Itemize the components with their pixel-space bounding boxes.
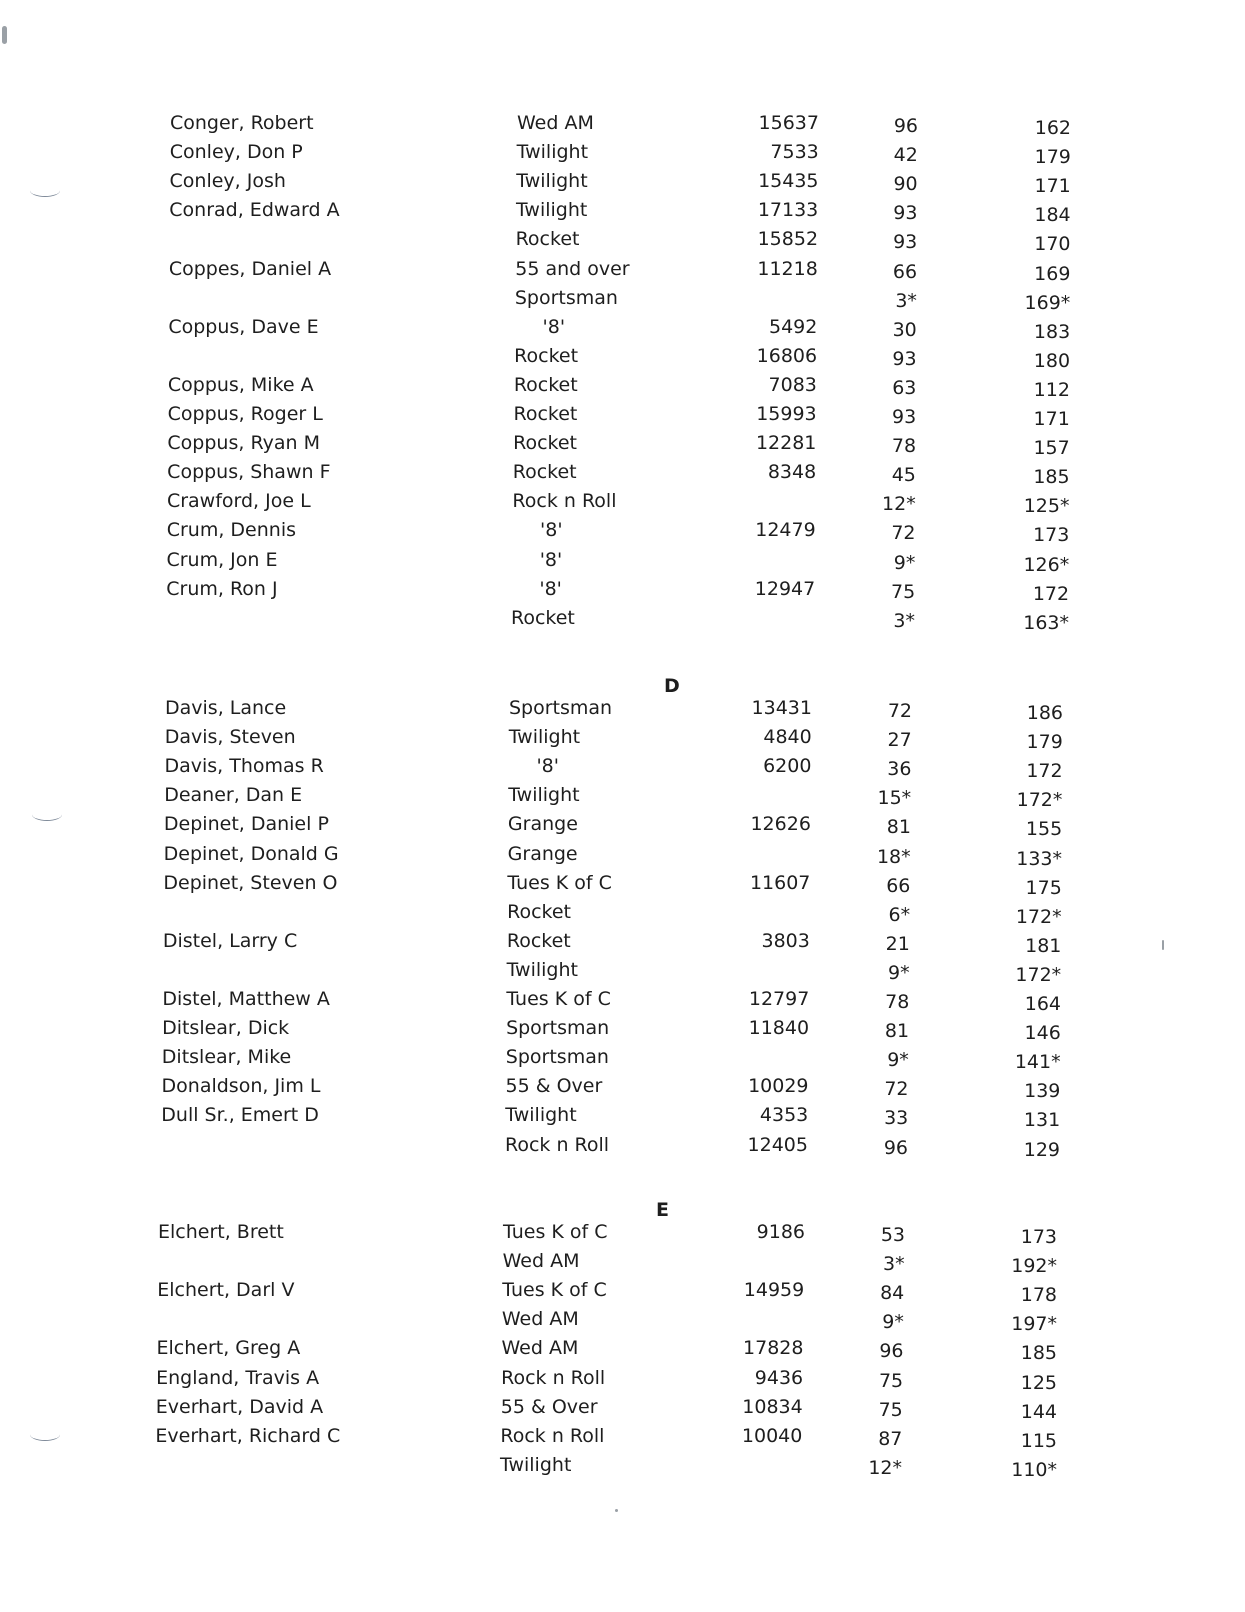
league-name: Tues K of C [506, 988, 611, 1010]
bowler-name: Ditslear, Dick [162, 1017, 290, 1040]
table-row [0, 1363, 1245, 1393]
bowling-average: 171 [1034, 175, 1071, 198]
bowler-name: Coppus, Dave E [168, 315, 319, 338]
total-pins: 4840 [763, 726, 812, 749]
total-pins: 12281 [755, 432, 817, 455]
league-name: Twilight [500, 1453, 572, 1476]
games-bowled: 93 [893, 231, 918, 254]
games-bowled: 30 [892, 318, 917, 341]
games-bowled: 3* [883, 1253, 905, 1276]
games-bowled: 90 [893, 173, 918, 196]
bowler-name: Crawford, Joe L [166, 490, 311, 513]
table-row [0, 1304, 1245, 1334]
total-pins: 7083 [768, 373, 817, 396]
bowling-average: 171 [1033, 408, 1070, 430]
bowling-average: 185 [1020, 1342, 1057, 1365]
total-pins: 11218 [757, 257, 818, 280]
table-row [0, 1246, 1245, 1276]
table-row [0, 108, 1245, 138]
games-bowled: 84 [880, 1282, 905, 1305]
bowling-average: 185 [1033, 466, 1070, 489]
games-bowled: 6* [888, 903, 911, 926]
table-row [0, 399, 1245, 429]
table-row [0, 839, 1245, 869]
games-bowled: 66 [886, 874, 911, 897]
bowling-average: 141* [1014, 1051, 1061, 1074]
games-bowled: 72 [884, 1078, 909, 1101]
league-name: Grange [507, 813, 578, 836]
table-row [0, 603, 1245, 633]
table-row [0, 254, 1245, 284]
total-pins: 9186 [756, 1221, 805, 1243]
league-name: Grange [507, 842, 578, 865]
league-name: Twilight [505, 1104, 577, 1127]
games-bowled: 27 [887, 729, 912, 752]
league-name: Twilight [508, 784, 580, 807]
bowler-name: Davis, Lance [165, 697, 287, 719]
games-bowled: 9* [882, 1311, 904, 1334]
league-name: Wed AM [517, 112, 594, 134]
games-bowled: 21 [885, 932, 910, 955]
table-row [0, 1013, 1245, 1043]
games-bowled: 9* [888, 961, 910, 984]
league-name: Rocket [513, 373, 578, 396]
bowler-name: Dull Sr., Emert D [161, 1104, 319, 1127]
games-bowled: 63 [892, 376, 917, 399]
total-pins: 15993 [756, 403, 817, 425]
games-bowled: 96 [879, 1340, 904, 1363]
bowling-average: 180 [1033, 349, 1071, 372]
bowler-name: Depinet, Donald G [163, 842, 339, 865]
games-bowled: 75 [890, 580, 916, 603]
total-pins: 10029 [748, 1075, 809, 1098]
table-row [0, 984, 1245, 1014]
table-row [0, 1450, 1245, 1480]
total-pins: 12947 [754, 577, 816, 600]
games-bowled: 3* [893, 609, 915, 632]
league-name: '8' [540, 519, 563, 542]
table-row [0, 486, 1245, 516]
league-name: 55 & Over [500, 1395, 598, 1418]
bowling-average: 192* [1011, 1255, 1057, 1278]
bowler-name: Coppus, Mike A [167, 373, 314, 396]
league-name: Tues K of C [503, 1221, 608, 1243]
league-name: '8' [542, 315, 566, 338]
games-bowled: 9* [893, 551, 916, 574]
table-row [0, 955, 1245, 985]
games-bowled: 45 [891, 464, 916, 487]
total-pins: 12479 [755, 519, 816, 542]
total-pins: 7533 [770, 141, 819, 164]
league-name: Sportsman [509, 697, 613, 719]
bowling-average: 164 [1024, 993, 1061, 1015]
bowling-average: 179 [1034, 146, 1071, 169]
bowler-name: Donaldson, Jim L [161, 1075, 321, 1098]
scan-speck [2, 26, 7, 44]
league-name: Rock n Roll [501, 1366, 606, 1389]
games-bowled: 72 [891, 522, 916, 545]
bowling-average: 115 [1020, 1429, 1057, 1452]
bowling-average: 163* [1023, 611, 1069, 634]
table-row [0, 312, 1245, 342]
games-bowled: 93 [892, 347, 917, 370]
table-row [0, 283, 1245, 313]
league-name: Wed AM [501, 1308, 579, 1331]
total-pins: 16806 [756, 344, 818, 367]
bowling-average: 131 [1023, 1109, 1061, 1132]
table-row [0, 545, 1245, 575]
bowling-average: 129 [1023, 1138, 1060, 1161]
bowling-average: 126* [1023, 553, 1070, 576]
bowling-average: 179 [1026, 731, 1063, 754]
bowling-average: 197* [1011, 1313, 1057, 1336]
table-row [0, 780, 1245, 810]
bowling-average: 170 [1034, 233, 1071, 256]
bowler-name: England, Travis A [156, 1366, 320, 1389]
league-name: Tues K of C [502, 1279, 607, 1302]
table-row [0, 1100, 1245, 1130]
bowler-name: Conley, Josh [169, 170, 286, 193]
bowling-average: 169 [1034, 262, 1071, 285]
table-row [0, 457, 1245, 487]
table-row [0, 574, 1245, 604]
table-row [0, 224, 1245, 254]
table-row [0, 1421, 1245, 1451]
bowler-name: Ditslear, Mike [161, 1046, 292, 1069]
games-bowled: 33 [884, 1107, 909, 1130]
bowler-name: Davis, Thomas R [164, 755, 324, 778]
table-row [0, 1042, 1245, 1072]
bowling-average: 172 [1026, 760, 1063, 783]
total-pins: 9436 [754, 1366, 804, 1389]
bowling-average: 139 [1024, 1080, 1061, 1103]
table-row [0, 722, 1245, 752]
bowling-average: 184 [1034, 204, 1071, 227]
bowler-name: Distel, Larry C [162, 929, 298, 952]
table-row [0, 751, 1245, 781]
bowler-name: Coppes, Daniel A [168, 257, 332, 280]
table-row [0, 1333, 1245, 1363]
total-pins: 17828 [743, 1337, 804, 1360]
table-row [0, 1392, 1245, 1422]
games-bowled: 81 [886, 816, 911, 839]
games-bowled: 42 [893, 144, 918, 167]
table-row [0, 809, 1245, 839]
league-name: Sportsman [505, 1046, 609, 1069]
league-name: Twilight [515, 199, 588, 222]
league-name: Twilight [516, 141, 589, 164]
bowling-average: 155 [1025, 818, 1063, 841]
bowling-average: 144 [1020, 1400, 1057, 1423]
games-bowled: 87 [878, 1427, 903, 1450]
league-name: Wed AM [502, 1250, 580, 1273]
games-bowled: 81 [884, 1020, 910, 1043]
table-row [0, 428, 1245, 458]
bowling-average: 178 [1020, 1284, 1057, 1307]
league-name: Rocket [507, 900, 572, 923]
bowling-average: 172* [1015, 963, 1062, 986]
bowling-average: 173 [1033, 524, 1070, 547]
games-bowled: 15* [877, 787, 912, 810]
league-name: Rocket [511, 606, 575, 629]
league-name: 55 & Over [505, 1075, 603, 1098]
total-pins: 11840 [748, 1017, 810, 1040]
total-pins: 12797 [748, 988, 810, 1010]
section-letter: D [664, 675, 680, 697]
league-name: Rocket [514, 344, 579, 367]
games-bowled: 53 [880, 1224, 905, 1246]
games-bowled: 75 [878, 1398, 903, 1421]
games-bowled: 78 [891, 435, 917, 458]
league-name: Tues K of C [507, 871, 612, 894]
bowler-name: Crum, Jon E [166, 548, 278, 571]
bowling-average: 110* [1011, 1458, 1057, 1481]
games-bowled: 93 [892, 406, 917, 428]
bowler-name: Depinet, Daniel P [163, 813, 329, 836]
bowler-name: Coppus, Roger L [167, 403, 323, 425]
league-name: 55 and over [515, 257, 630, 280]
bowling-average: 183 [1033, 320, 1071, 343]
games-bowled: 96 [883, 1136, 908, 1159]
league-name: Rocket [513, 432, 577, 455]
league-name: Rocket [506, 929, 571, 952]
bowler-name: Coppus, Ryan M [167, 432, 320, 455]
bowling-average: 146 [1024, 1022, 1061, 1045]
table-row [0, 137, 1245, 167]
table-row [0, 897, 1245, 927]
bowler-name: Everhart, Richard C [155, 1424, 341, 1447]
league-name: '8' [539, 577, 562, 600]
bowling-average: 172* [1015, 905, 1062, 928]
table-row [0, 1071, 1245, 1101]
league-name: Rocket [515, 228, 580, 251]
table-row [0, 868, 1245, 898]
bowler-name: Distel, Matthew A [162, 988, 330, 1010]
table-row [0, 166, 1245, 196]
bowler-name: Depinet, Steven O [163, 871, 338, 894]
bowling-average: 133* [1016, 847, 1062, 870]
bowler-name: Crum, Dennis [166, 519, 296, 542]
bowling-average: 186 [1026, 702, 1063, 724]
bowling-average: 157 [1033, 437, 1070, 460]
table-row [0, 195, 1245, 225]
bowling-average: 181 [1025, 934, 1062, 957]
games-bowled: 75 [878, 1369, 904, 1392]
league-name: Rock n Roll [512, 490, 617, 513]
league-name: Rocket [513, 403, 578, 425]
total-pins: 11607 [749, 871, 811, 894]
bowler-name: Elchert, Brett [158, 1221, 284, 1243]
bowler-name: Everhart, David A [155, 1395, 324, 1418]
league-name: Twilight [506, 958, 578, 981]
bowling-average: 175 [1025, 876, 1062, 899]
games-bowled: 96 [893, 115, 918, 137]
league-name: '8' [536, 755, 559, 778]
table-row [0, 693, 1245, 723]
games-bowled: 78 [885, 991, 910, 1013]
games-bowled: 66 [892, 260, 918, 283]
bowler-name: Davis, Steven [164, 726, 296, 749]
total-pins: 5492 [768, 315, 818, 338]
total-pins: 6200 [763, 755, 812, 778]
bowler-name: Crum, Ron J [166, 577, 278, 600]
bowler-name: Conley, Don P [169, 141, 303, 164]
total-pins: 8348 [767, 461, 817, 484]
total-pins: 12405 [747, 1133, 808, 1156]
total-pins: 15637 [758, 112, 819, 134]
bowling-average: 169* [1024, 291, 1071, 314]
games-bowled: 36 [887, 758, 912, 781]
bowling-average: 125* [1023, 495, 1070, 518]
table-row [0, 1130, 1245, 1160]
total-pins: 17133 [757, 199, 819, 222]
table-row [0, 341, 1245, 371]
games-bowled: 12* [868, 1456, 902, 1479]
bowler-name: Coppus, Shawn F [167, 461, 331, 484]
scan-speck [615, 1509, 618, 1512]
section-letter: E [656, 1199, 669, 1221]
bowling-average: 112 [1033, 378, 1070, 401]
games-bowled: 3* [895, 289, 917, 312]
bowler-name: Conrad, Edward A [169, 199, 340, 222]
bowling-average: 172 [1032, 582, 1070, 605]
total-pins: 3803 [761, 929, 810, 952]
total-pins: 10834 [742, 1395, 803, 1418]
bowling-average: 173 [1020, 1226, 1057, 1248]
league-name: '8' [539, 548, 563, 571]
bowler-name: Elchert, Greg A [156, 1337, 301, 1360]
total-pins: 4353 [759, 1104, 809, 1127]
total-pins: 15435 [758, 170, 819, 193]
bowling-average: 162 [1034, 117, 1071, 139]
games-bowled: 72 [887, 700, 912, 722]
league-name: Twilight [516, 170, 588, 193]
league-name: Sportsman [506, 1017, 610, 1040]
table-row [0, 1275, 1245, 1305]
games-bowled: 93 [893, 202, 918, 225]
table-row [0, 1217, 1245, 1247]
table-row [0, 515, 1245, 545]
league-name: Twilight [508, 726, 581, 749]
total-pins: 15852 [757, 228, 819, 251]
total-pins: 14959 [743, 1279, 805, 1302]
bowler-name: Elchert, Darl V [157, 1279, 295, 1302]
games-bowled: 12* [882, 493, 916, 516]
league-name: Rock n Roll [500, 1424, 605, 1447]
total-pins: 13431 [751, 697, 812, 719]
bowling-average: 172* [1016, 789, 1063, 812]
table-row [0, 370, 1245, 400]
games-bowled: 18* [876, 845, 911, 868]
league-name: Rock n Roll [505, 1133, 610, 1156]
bowling-average: 125 [1020, 1371, 1057, 1394]
league-name: Rocket [512, 461, 577, 484]
bowler-name: Deaner, Dan E [164, 784, 303, 807]
league-name: Sportsman [514, 286, 618, 309]
league-name: Wed AM [501, 1337, 579, 1360]
games-bowled: 9* [887, 1049, 909, 1072]
bowler-name: Conger, Robert [170, 112, 314, 134]
total-pins: 10040 [741, 1424, 803, 1447]
table-row [0, 926, 1245, 956]
total-pins: 12626 [750, 813, 811, 836]
